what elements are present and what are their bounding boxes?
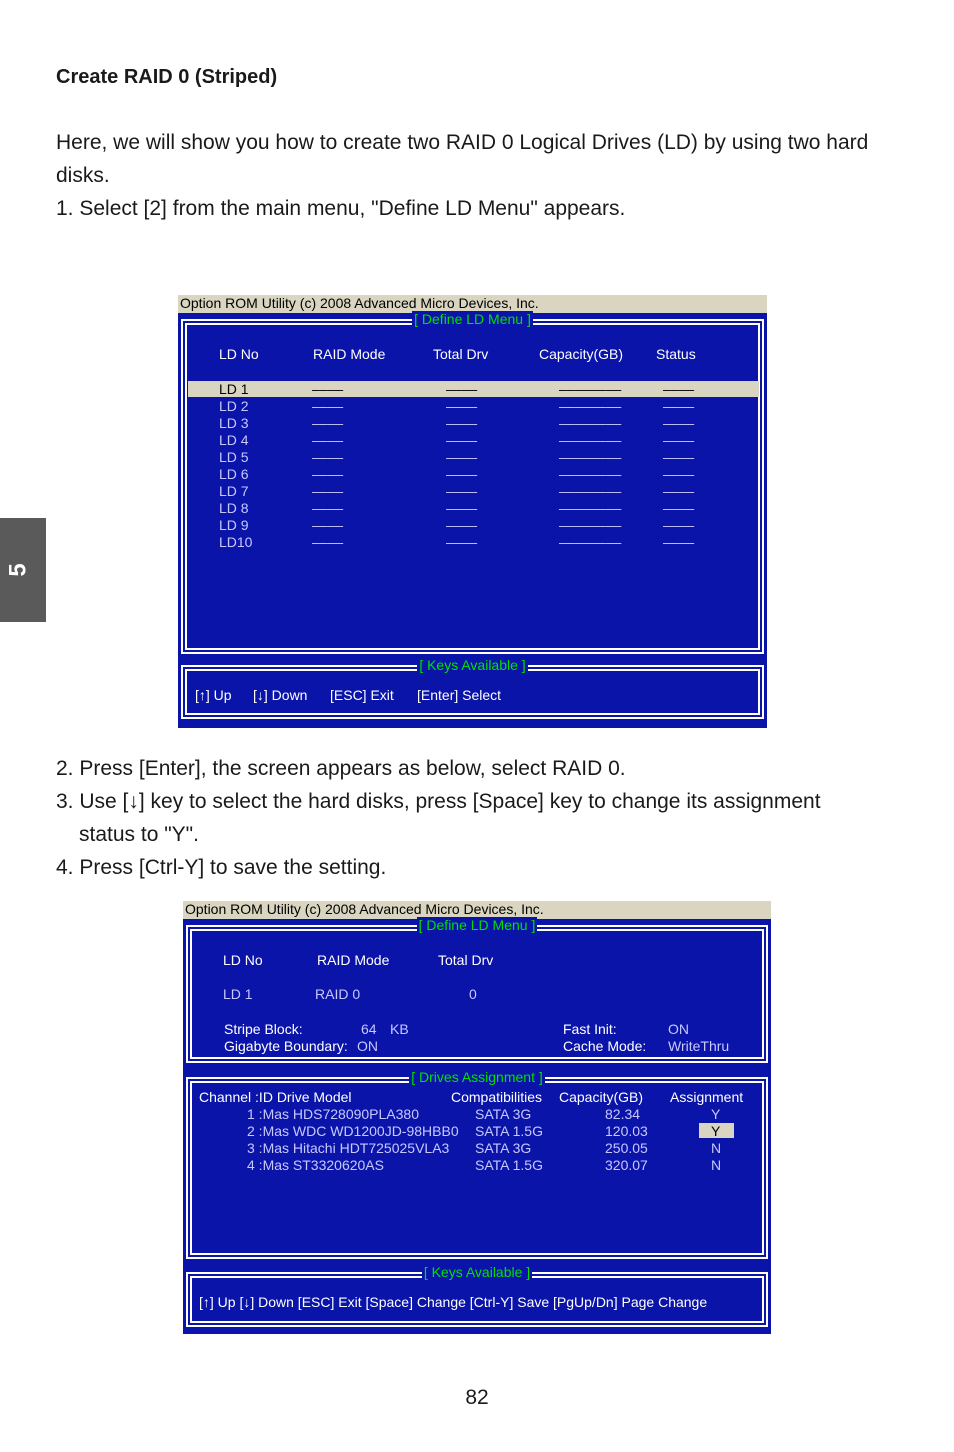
drive-row-2-compat: SATA 1.5G <box>475 1123 543 1139</box>
ld-row-5-status: –––– <box>663 449 695 465</box>
drive-row-1-id-model: 1 :Mas HDS728090PLA380 <box>247 1106 419 1122</box>
ld-row-7-status: –––– <box>663 483 695 499</box>
ld-row-2-status: –––– <box>663 398 695 414</box>
cache-mode-value: WriteThru <box>668 1038 730 1054</box>
ld-row-6-capacity: –––––––– <box>559 466 622 482</box>
ld-row-10-status: –––– <box>663 534 695 550</box>
drive-row-2-id-model: 2 :Mas WDC WD1200JD-98HBB0 <box>247 1123 459 1139</box>
ld-row-1-total-drv: –––– <box>446 381 478 397</box>
step-1-text: 1. Select [2] from the main menu, "Define LD Menu" appears. <box>56 197 626 220</box>
ld-row-1-capacity: –––––––– <box>559 381 622 397</box>
ld-row-8-total-drv: –––– <box>446 500 478 516</box>
col-header-channel-id-model: Channel :ID Drive Model <box>199 1089 352 1105</box>
ld-row-6-total-drv: –––– <box>446 466 478 482</box>
ld-row-9-status: –––– <box>663 517 695 533</box>
page-number: 82 <box>465 1386 489 1409</box>
ld-row-3-ld-number[interactable]: LD 3 <box>219 415 249 431</box>
ld-row-9-total-drv: –––– <box>446 517 478 533</box>
ld-row-1-status: –––– <box>663 381 695 397</box>
key-enter-select: [Enter] Select <box>417 687 502 703</box>
drives-assignment-screen <box>183 901 771 1334</box>
ld-row-2-ld-number[interactable]: LD 2 <box>219 398 249 414</box>
ld-row-7-capacity: –––––––– <box>559 483 622 499</box>
drives-assignment-title: [ Drives Assignment ] <box>411 1069 543 1085</box>
drive-row-1-capacity: 82.34 <box>605 1106 641 1122</box>
col-header-assignment: Assignment <box>670 1089 744 1105</box>
ld-row-6-ld-number[interactable]: LD 6 <box>219 466 249 482</box>
col-header-ld-no-2: LD No <box>223 952 263 968</box>
key-esc-exit: [ESC] Exit <box>330 687 394 703</box>
drive-row-2-assignment[interactable]: Y <box>711 1123 721 1139</box>
define-ld-menu-screen <box>178 295 767 728</box>
drive-row-2-capacity: 120.03 <box>605 1123 648 1139</box>
drive-row-3-capacity: 250.05 <box>605 1140 648 1156</box>
ld-row-5-capacity: –––––––– <box>559 449 622 465</box>
utility-title-bar-2: Option ROM Utility (c) 2008 Advanced Micro Devices, Inc. <box>183 901 771 919</box>
drive-row-3-id-model: 3 :Mas Hitachi HDT725025VLA3 <box>247 1140 450 1156</box>
ld-row-9-capacity: –––––––– <box>559 517 622 533</box>
key-up: [↑] Up <box>195 687 232 703</box>
ld-row-7-ld-number[interactable]: LD 7 <box>219 483 249 499</box>
intro-paragraph: Here, we will show you how to create two RAID 0 Logical Drives (LD) by using two hard disks. <box>56 131 869 187</box>
stripe-block-label: Stripe Block: <box>224 1021 303 1037</box>
key-down: [↓] Down <box>253 687 308 703</box>
raid-mode-value: RAID 0 <box>315 986 361 1002</box>
ld-row-5-total-drv: –––– <box>446 449 478 465</box>
keys-line: [↑] Up [↓] Down [ESC] Exit [Space] Change [Ctrl-Y] Save [PgUp/Dn] Page Change <box>199 1294 708 1310</box>
step-4-text: 4. Press [Ctrl-Y] to save the setting. <box>56 856 387 879</box>
col-header-compat: Compatibilities <box>451 1089 543 1105</box>
gigabyte-boundary-label: Gigabyte Boundary: <box>224 1038 348 1054</box>
col-header-raid-mode: RAID Mode <box>313 346 386 362</box>
col-header-total-drv-2: Total Drv <box>438 952 494 968</box>
define-ld-title-2: [ Define LD Menu ] <box>418 917 536 933</box>
ld-row-10-ld-number[interactable]: LD10 <box>219 534 253 550</box>
chapter-tab <box>0 518 46 622</box>
ld-row-5-raid-mode: –––– <box>312 449 344 465</box>
col-header-raid-mode-2: RAID Mode <box>317 952 390 968</box>
drive-row-4-capacity: 320.07 <box>605 1157 648 1173</box>
ld-row-8-status: –––– <box>663 500 695 516</box>
utility-title-bar: Option ROM Utility (c) 2008 Advanced Micro Devices, Inc. <box>178 295 767 313</box>
define-ld-title: [ Define LD Menu ] <box>414 311 531 327</box>
ld-row-6-raid-mode: –––– <box>312 466 344 482</box>
cache-mode-label: Cache Mode: <box>563 1038 647 1054</box>
ld-row-3-raid-mode: –––– <box>312 415 344 431</box>
ld-row-3-total-drv: –––– <box>446 415 478 431</box>
drive-row-4-assignment[interactable]: N <box>711 1157 722 1173</box>
ld-row-10-raid-mode: –––– <box>312 534 344 550</box>
ld-row-8-capacity: –––––––– <box>559 500 622 516</box>
step-3-text: 3. Use [↓] key to select the hard disks, press [Space] key to change its assignment <box>56 790 821 813</box>
step-2-text: 2. Press [Enter], the screen appears as below, select RAID 0. <box>56 757 626 780</box>
col-header-capacity-2: Capacity(GB) <box>559 1089 644 1105</box>
gigabyte-boundary-value: ON <box>357 1038 378 1054</box>
ld-row-4-ld-number[interactable]: LD 4 <box>219 432 249 448</box>
chapter-number: 5 <box>4 563 32 577</box>
ld-row-4-raid-mode: –––– <box>312 432 344 448</box>
ld-row-2-raid-mode: –––– <box>312 398 344 414</box>
ld-row-3-capacity: –––––––– <box>559 415 622 431</box>
ld-row-8-ld-number[interactable]: LD 8 <box>219 500 249 516</box>
ld-row-9-ld-number[interactable]: LD 9 <box>219 517 249 533</box>
ld-row-10-total-drv: –––– <box>446 534 478 550</box>
drive-row-3-compat: SATA 3G <box>475 1140 532 1156</box>
stripe-block-unit: KB <box>390 1021 409 1037</box>
ld-row-1-ld-number[interactable]: LD 1 <box>219 381 249 397</box>
ld-row-8-raid-mode: –––– <box>312 500 344 516</box>
step-3-continued: status to "Y". <box>79 823 199 846</box>
col-header-total-drv: Total Drv <box>433 346 489 362</box>
drive-row-3-assignment[interactable]: N <box>711 1140 722 1156</box>
drive-row-4-id-model: 4 :Mas ST3320620AS <box>247 1157 384 1173</box>
ld-row-2-capacity: –––––––– <box>559 398 622 414</box>
ld-row-4-total-drv: –––– <box>446 432 478 448</box>
ld-number-value: LD 1 <box>223 986 253 1002</box>
ld-row-1-raid-mode: –––– <box>312 381 344 397</box>
fast-init-label: Fast Init: <box>563 1021 617 1037</box>
ld-row-4-capacity: –––––––– <box>559 432 622 448</box>
ld-row-6-status: –––– <box>663 466 695 482</box>
ld-row-7-total-drv: –––– <box>446 483 478 499</box>
col-header-capacity: Capacity(GB) <box>539 346 624 362</box>
drive-row-4-compat: SATA 1.5G <box>475 1157 543 1173</box>
ld-row-3-status: –––– <box>663 415 695 431</box>
fast-init-value: ON <box>668 1021 689 1037</box>
col-header-status: Status <box>656 346 696 362</box>
steps-list <box>56 752 886 884</box>
drive-row-1-assignment[interactable]: Y <box>711 1106 721 1122</box>
ld-row-4-status: –––– <box>663 432 695 448</box>
ld-row-9-raid-mode: –––– <box>312 517 344 533</box>
drive-row-1-compat: SATA 3G <box>475 1106 532 1122</box>
ld-row-5-ld-number[interactable]: LD 5 <box>219 449 249 465</box>
ld-row-2-total-drv: –––– <box>446 398 478 414</box>
keys-title: [ Keys Available ] <box>419 657 526 673</box>
col-header-ld-no: LD No <box>219 346 259 362</box>
keys-title-2: [ Keys Available ] <box>423 1264 531 1280</box>
section-heading: Create RAID 0 (Striped) <box>56 66 278 88</box>
ld-row-7-raid-mode: –––– <box>312 483 344 499</box>
total-drv-value: 0 <box>469 986 477 1002</box>
stripe-block-value: 64 <box>361 1021 377 1037</box>
ld-row-10-capacity: –––––––– <box>559 534 622 550</box>
